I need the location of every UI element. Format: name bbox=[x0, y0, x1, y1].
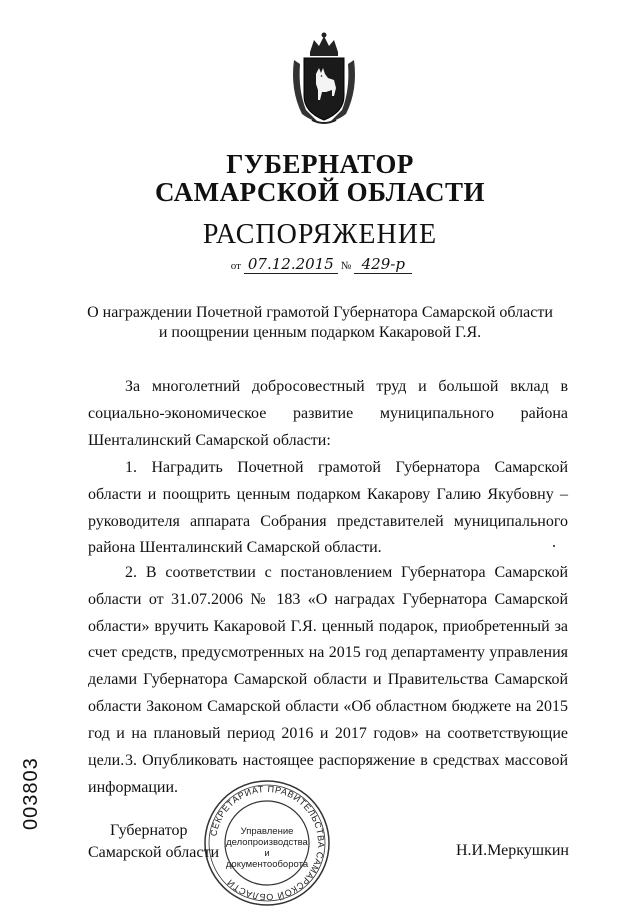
scan-speck bbox=[553, 545, 555, 547]
samara-coat-of-arms-icon bbox=[288, 30, 360, 126]
registration-number: 003803 bbox=[20, 757, 42, 830]
document-date: 07.12.2015 bbox=[244, 255, 338, 274]
signatory-name: Н.И.Меркушкин bbox=[456, 842, 569, 859]
signatory-title bbox=[88, 820, 219, 864]
item-3-paragraph: 3. Опубликовать настоящее распоряжение в средствах массовой информации. bbox=[88, 752, 568, 796]
subject-line2: и поощрении ценным подарком Какаровой Г.Я. bbox=[158, 324, 482, 341]
body-item-2 bbox=[88, 560, 568, 774]
item-2-paragraph: 2. В соответствии с постановлением Губернатора Самарской области от 31.07.2006 № 183 «О наградах Губернатора Самарской области» вручить Какаровой Г.Я. ценный подарок, приобретенный за счет средств, предусмотренных на 2015 год департаменту управления делами Губернатора Самарской области и Правительства Самарской области Законом Самарской области «Об областном бюджете на 2015 год и на плановый период 2016 и 2017 годов» на соответствующие цели. bbox=[88, 564, 568, 769]
body-intro bbox=[88, 374, 568, 454]
body-item-1 bbox=[88, 455, 568, 562]
stamp-center-text bbox=[222, 826, 312, 870]
stamp-center-line2: делопроизводства bbox=[226, 837, 308, 848]
coat-of-arms-emblem bbox=[288, 30, 360, 126]
stamp-center-line3: и документооборота bbox=[225, 848, 309, 870]
signatory-title-line1: Губернатор bbox=[110, 822, 188, 839]
document-number: 429-р bbox=[354, 255, 412, 274]
issuer-title-line2: САМАРСКОЙ ОБЛАСТИ bbox=[154, 177, 486, 207]
date-prefix-label: от bbox=[230, 260, 241, 272]
item-1-paragraph: 1. Наградить Почетной грамотой Губернатора Самарской области и поощрить ценным подарком Какарову Галию Якубовну – руководителя аппарата Собрания представителей муниципального района Шенталинский Самарской области. bbox=[88, 459, 568, 557]
date-number-line bbox=[0, 255, 640, 274]
subject-line1: О награждении Почетной грамотой Губернатора Самарской области bbox=[87, 304, 553, 321]
number-prefix-label: № bbox=[340, 260, 352, 272]
document-type-title: РАСПОРЯЖЕНИЕ bbox=[202, 219, 438, 250]
stamp-center-line1: Управление bbox=[240, 826, 294, 837]
stamp-ring-text: СЕКРЕТАРИАТ ПРАВИТЕЛЬСТВА САМАРСКОЙ ОБЛАСТИ bbox=[208, 783, 327, 903]
issuer-title-line1: ГУБЕРНАТОР bbox=[226, 149, 414, 179]
document-subject bbox=[0, 303, 640, 343]
signatory-title-line2: Самарской области bbox=[88, 844, 219, 861]
intro-paragraph: За многолетний добросовестный труд и большой вклад в социально-экономическое развитие муниципального района Шенталинский Самарской области: bbox=[88, 378, 568, 449]
